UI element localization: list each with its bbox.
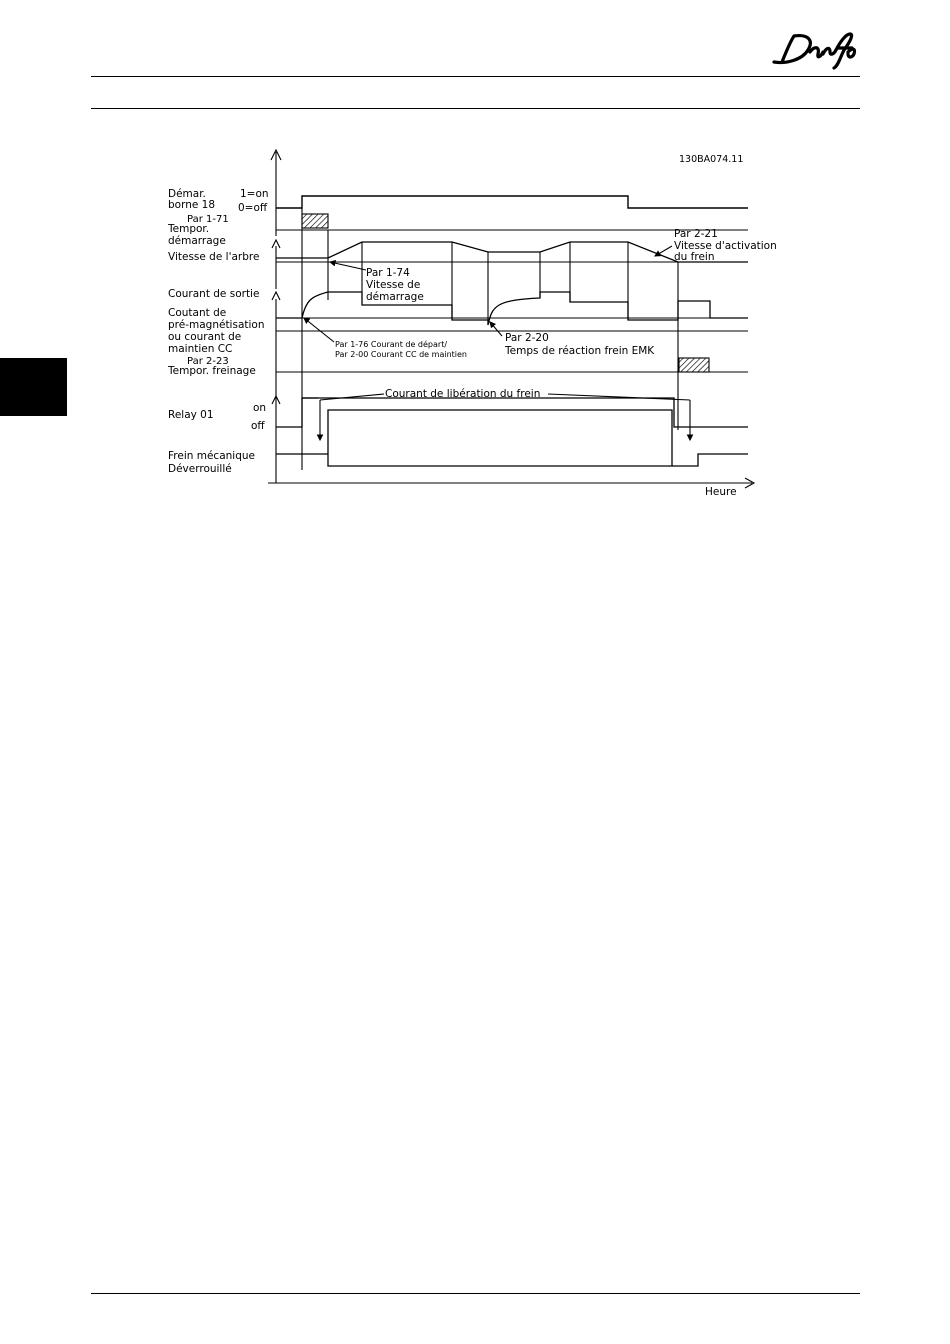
label-start-delay: Tempor. [168,223,210,235]
label-off-state: 0=off [238,202,268,214]
label-relay-off: off [251,420,265,432]
label-premag2: pré-magnétisation [168,319,265,331]
label-start-term: Démar. [168,188,206,200]
label-par221: Par 2-21 [674,228,718,240]
brake-timing-diagram [160,140,800,510]
label-act-speed2: du frein [674,251,715,263]
label-relay-on: on [253,402,267,414]
timing-diagram-svg [160,140,800,510]
label-par200: Par 2-00 Courant CC de maintien [335,350,467,359]
label-start-term2: borne 18 [168,199,216,211]
label-relay: Relay 01 [168,409,214,421]
label-par171: Par 1-71 [187,214,229,225]
label-react-time: Temps de réaction frein EMK [505,345,655,357]
label-par220: Par 2-20 [505,332,549,344]
label-par174: Par 1-74 [366,267,410,279]
label-act-speed1: Vitesse d'activation [674,240,777,252]
label-start-speed1: Vitesse de [366,279,421,291]
footer-rule [91,1293,860,1294]
stop-delay-box [679,358,709,372]
mech-brake-trace [276,410,672,466]
svg-text:Danfoss: Danfoss [768,28,772,29]
figure-ref: 130BA074.11 [679,154,744,165]
label-on-state: 1=on [240,188,269,200]
label-premag4: maintien CC [168,343,233,355]
label-release-current: Courant de libération du frein [385,388,541,400]
label-premag3: ou courant de [168,331,242,343]
start-delay-box [302,214,328,228]
label-stop-delay: Tempor. freinage [168,365,256,377]
label-motor-speed: Vitesse de l'arbre [168,251,260,263]
label-premag1: Coutant de [168,307,227,319]
label-par223: Par 2-23 [187,356,229,367]
start-signal-trace [276,196,748,208]
label-mech-brake2: Déverrouillé [168,463,232,475]
label-par176: Par 1-76 Courant de départ/ [335,340,448,349]
label-mech-brake1: Frein mécanique [168,450,255,462]
label-start-delay2: démarrage [168,235,226,247]
relay-trace [302,398,748,427]
output-current-trace [276,292,748,325]
label-output-current: Courant de sortie [168,288,260,300]
label-time-axis: Heure [705,486,737,498]
danfoss-logo [768,28,860,72]
header-rule-bottom [91,108,860,109]
label-start-speed2: démarrage [366,291,424,303]
chapter-tab [0,358,67,416]
header-rule-top [91,76,860,77]
